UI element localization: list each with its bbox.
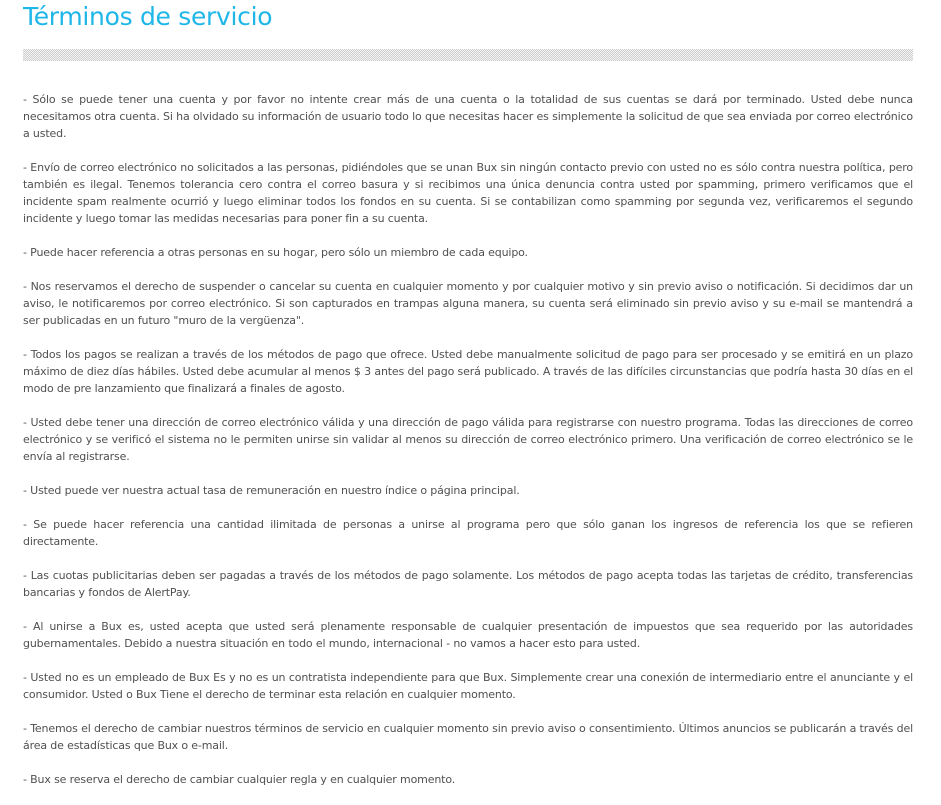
term-item: - Usted debe tener una dirección de correo electrónico válida y una dirección de pago válida para registrarse con nuestro programa. Todas las direcciones de correo electrónico y se verificó el sistema no le permiten unirse sin validar al menos su dirección de correo electrónico primero. Una verificación de correo electrónico se le envía al registrarse.: [23, 416, 913, 463]
term-item: - Tenemos el derecho de cambiar nuestros términos de servicio en cualquier momento sin previo aviso o consentimiento. Últimos anuncios se publicarán a través del área de estadísticas que Bux o e-mail.: [23, 722, 913, 752]
dotted-divider: [23, 49, 913, 61]
term-item: - Nos reservamos el derecho de suspender o cancelar su cuenta en cualquier momento y por cualquier motivo y sin previo aviso o notificación. Si decidimos dar un aviso, le notificaremos por correo electrónico. Si son capturados en trampas alguna manera, su cuenta será eliminado sin previo aviso y su e-mail se mantendrá a ser publicadas en un futuro "muro de la vergüenza".: [23, 280, 913, 327]
term-item: - Puede hacer referencia a otras personas en su hogar, pero sólo un miembro de cada equipo.: [23, 246, 528, 259]
term-item: - Usted no es un empleado de Bux Es y no es un contratista independiente para que Bux. Simplemente crear una conexión de intermediario entre el anunciante y el consumidor. Usted o Bux Tiene el derecho de terminar esta relación en cualquier momento.: [23, 671, 913, 701]
term-item: - Bux se reserva el derecho de cambiar cualquier regla y en cualquier momento.: [23, 773, 456, 786]
term-item: - Al unirse a Bux es, usted acepta que usted será plenamente responsable de cualquier presentación de impuestos que sea requerido por las autoridades gubernamentales. Debido a nuestra situación en todo el mundo, internacional - no vamos a hacer esto para usted.: [23, 620, 913, 650]
term-item: - Usted puede ver nuestra actual tasa de remuneración en nuestro índice o página principal.: [23, 484, 520, 497]
term-item: - Se puede hacer referencia una cantidad ilimitada de personas a unirse al programa pero que sólo ganan los ingresos de referencia los que se refieren directamente.: [23, 518, 913, 548]
terms-list: [23, 91, 913, 805]
page-title: Términos de servicio: [23, 2, 273, 31]
term-item: - Envío de correo electrónico no solicitados a las personas, pidiéndoles que se unan Bux sin ningún contacto previo con usted no es sólo contra nuestra política, pero también es ilegal. Tenemos tolerancia cero contra el correo basura y si recibimos una única denuncia contra usted por spamming, primero verificamos que el incidente spam realmente ocurrió y luego eliminar todos los fondos en su cuenta. Si se contabilizan como spamming por segunda vez, verificaremos el segundo incidente y luego tomar las medidas necesarias para poner fin a su cuenta.: [23, 161, 913, 225]
term-item: - Las cuotas publicitarias deben ser pagadas a través de los métodos de pago solamente. Los métodos de pago acepta todas las tarjetas de crédito, transferencias bancarias y fondos de AlertPay.: [23, 569, 913, 599]
term-item: - Todos los pagos se realizan a través de los métodos de pago que ofrece. Usted debe manualmente solicitud de pago para ser procesado y se emitirá en un plazo máximo de diez días hábiles. Usted debe acumular al menos $ 3 antes del pago será publicado. A través de las difíciles circunstancias que podría hasta 30 días en el modo de pre lanzamiento que finalizará a finales de agosto.: [23, 348, 913, 395]
term-item: - Sólo se puede tener una cuenta y por favor no intente crear más de una cuenta o la totalidad de sus cuentas se dará por terminado. Usted debe nunca necesitamos otra cuenta. Si ha olvidado su información de usuario todo lo que necesitas hacer es simplemente la solicitud de que sea enviada por correo electrónico a usted.: [23, 93, 913, 140]
